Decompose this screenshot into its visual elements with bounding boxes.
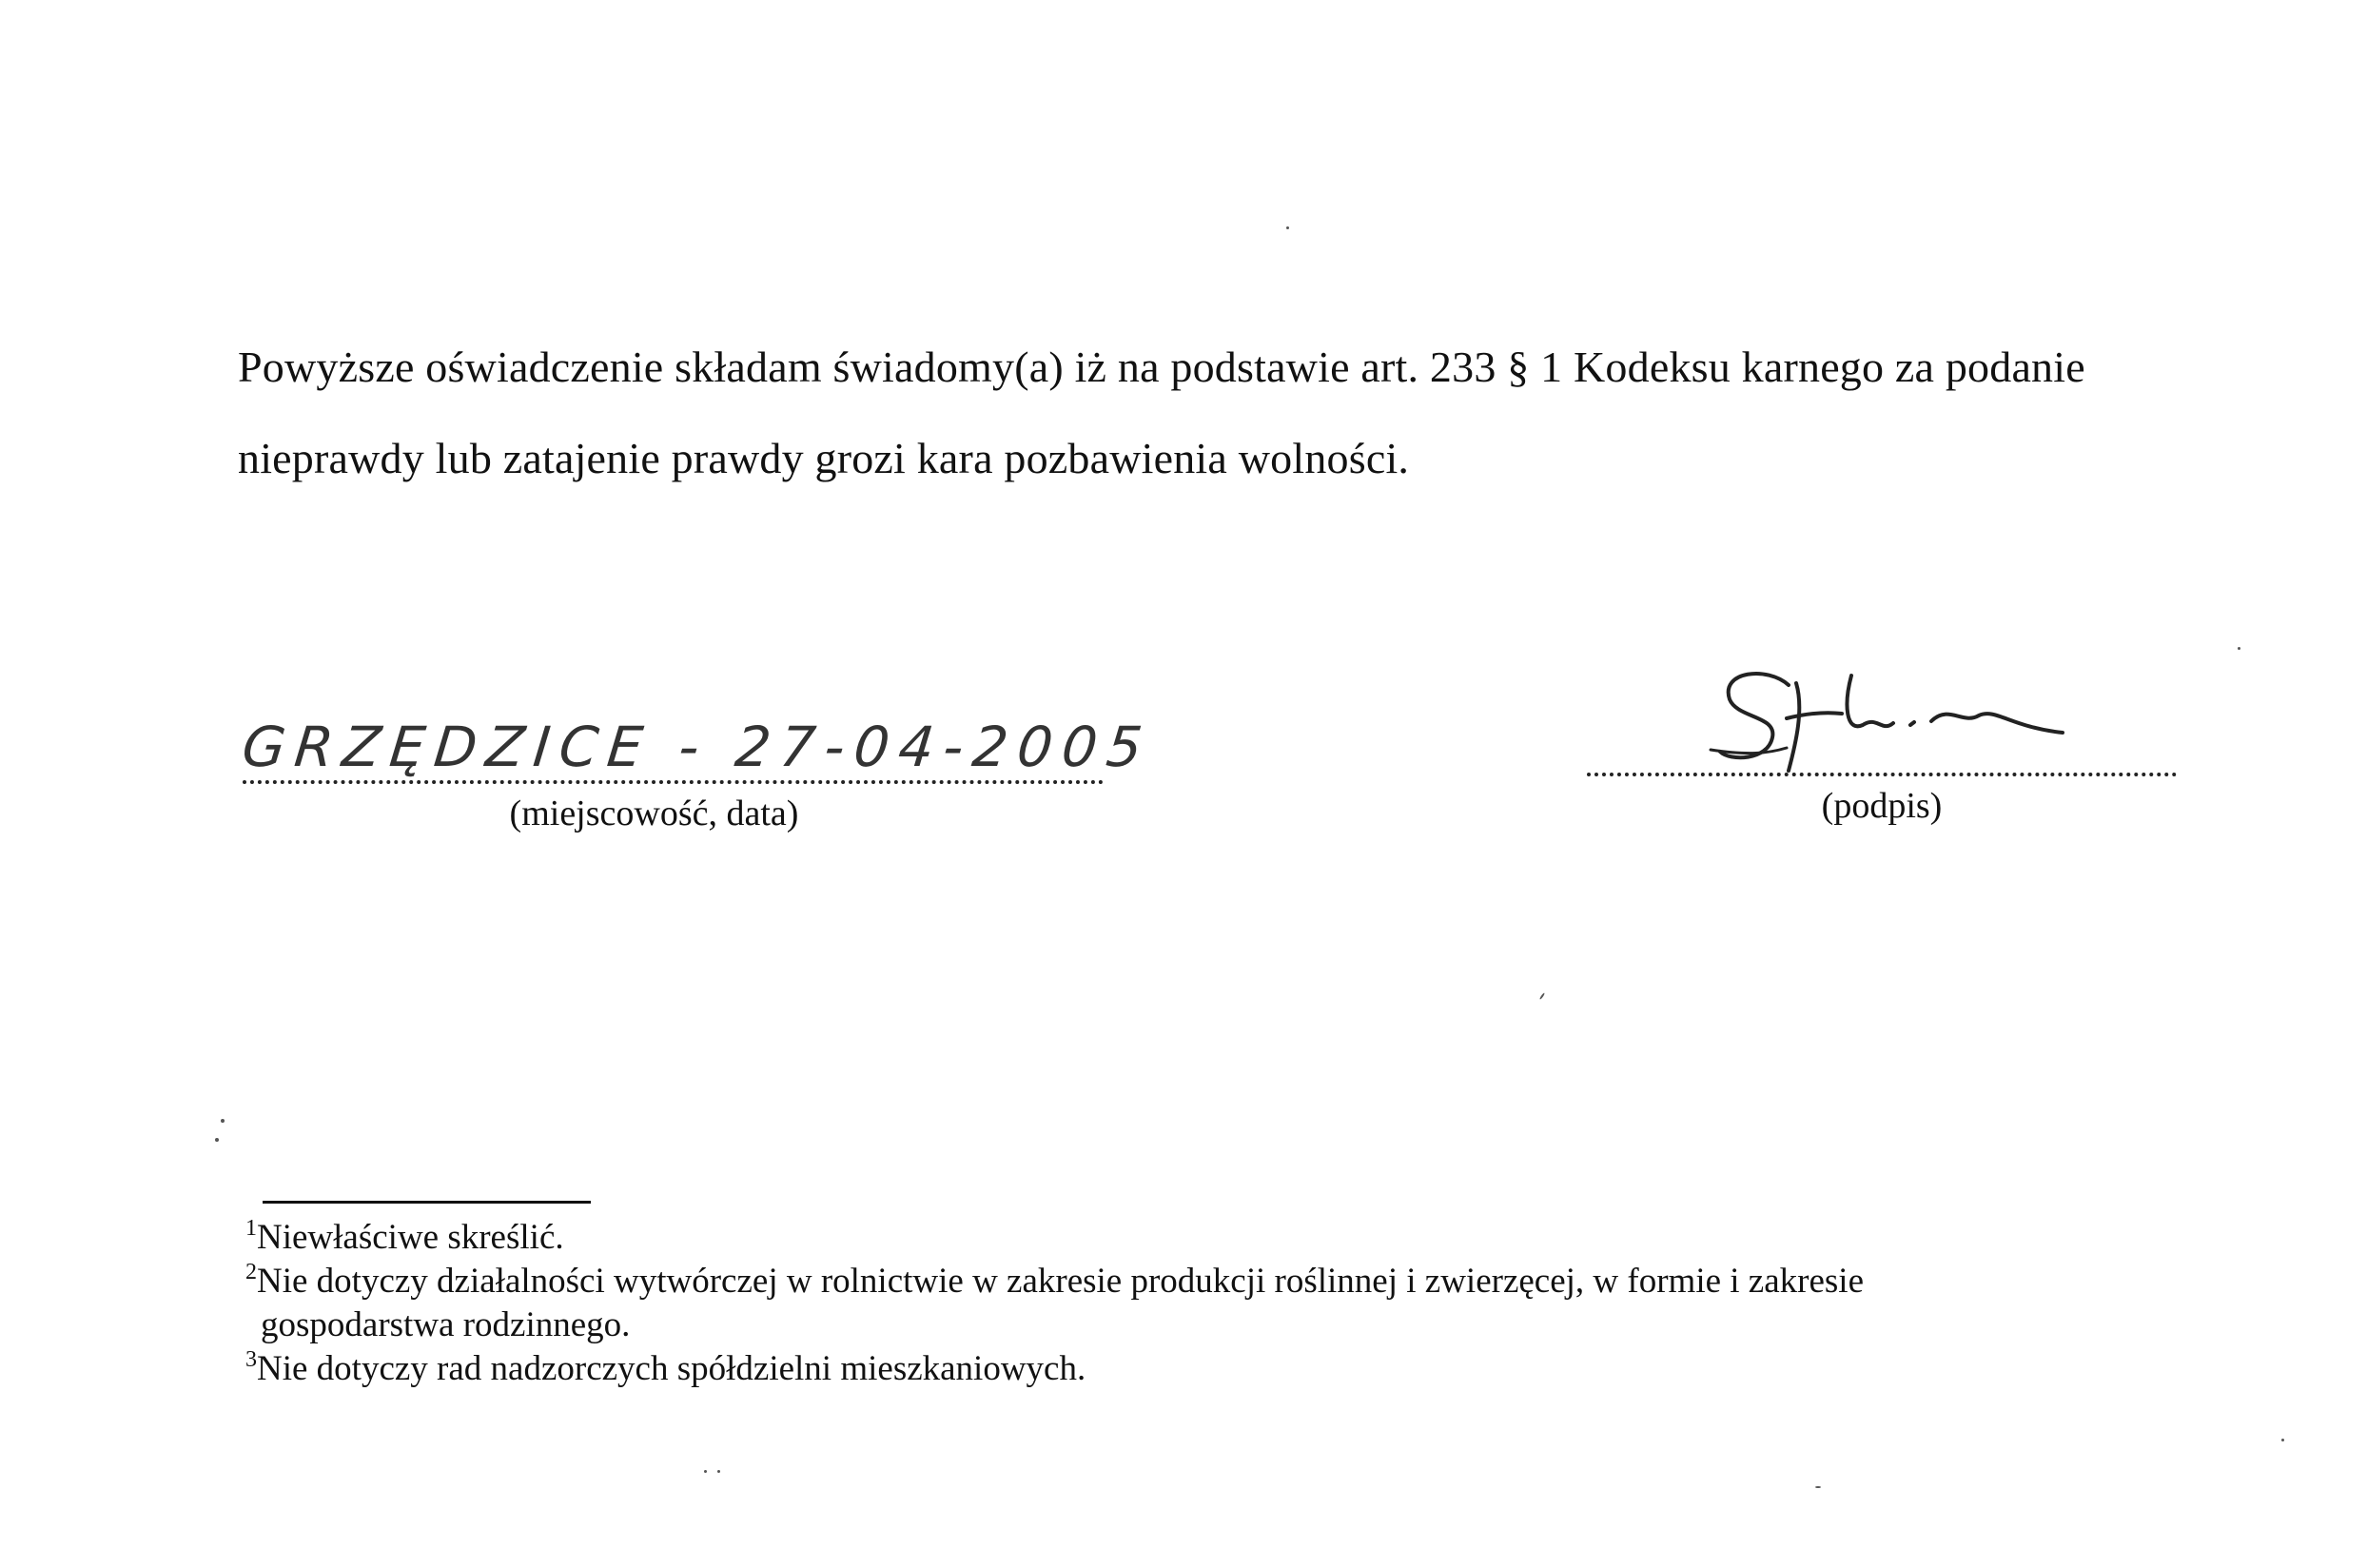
footnote-3-marker: 3 [245, 1347, 257, 1372]
footnote-separator [263, 1201, 591, 1204]
footnote-2-text: Nie dotyczy działalności wytwórczej w rolnictwie w zakresie produkcji roślinnej i zwierzęcej, w formie i zakresie [257, 1262, 1864, 1301]
handwritten-signature-image [1682, 657, 2082, 780]
scan-speck [1815, 1486, 1821, 1488]
footnote-1-marker: 1 [245, 1216, 257, 1241]
scan-speck [1539, 992, 1545, 1000]
place-date-caption: (miejscowość, data) [509, 794, 799, 833]
place-date-field [239, 714, 1155, 837]
footnote-1 [245, 1216, 2291, 1260]
footnote-2-continuation: gospodarstwa rodzinnego. [261, 1305, 631, 1344]
scan-speck [221, 1119, 225, 1123]
declaration-line-2: nieprawdy lub zatajenie prawdy grozi kara pozbawienia wolności. [238, 434, 1410, 482]
place-date-handwritten-value: GRZĘDZICE - 27-04-2005 [239, 715, 1155, 779]
scan-speck [215, 1138, 219, 1142]
footnote-1-text: Niewłaściwe skreślić. [257, 1218, 564, 1257]
scan-speck [1286, 226, 1289, 229]
place-date-dotted-line [243, 780, 1104, 784]
scan-speck [717, 1470, 720, 1473]
declaration-text [238, 322, 2255, 504]
declaration-line-1: Powyższe oświadczenie składam świadomy(a) iż na podstawie art. 233 § 1 Kodeksu karnego za podanie [238, 343, 2085, 391]
footnote-3 [245, 1347, 2291, 1391]
footnote-2 [245, 1260, 2291, 1303]
signature-caption: (podpis) [1821, 786, 1943, 826]
signature-field [1587, 657, 2177, 830]
scan-speck [2281, 1439, 2284, 1441]
footnote-3-text: Nie dotyczy rad nadzorczych spółdzielni mieszkaniowych. [257, 1349, 1086, 1388]
footnote-2-marker: 2 [245, 1260, 257, 1284]
signature-dotted-line [1587, 773, 2177, 776]
footnotes-list [245, 1216, 2291, 1391]
scan-speck [2238, 647, 2240, 650]
scan-speck [704, 1470, 707, 1473]
